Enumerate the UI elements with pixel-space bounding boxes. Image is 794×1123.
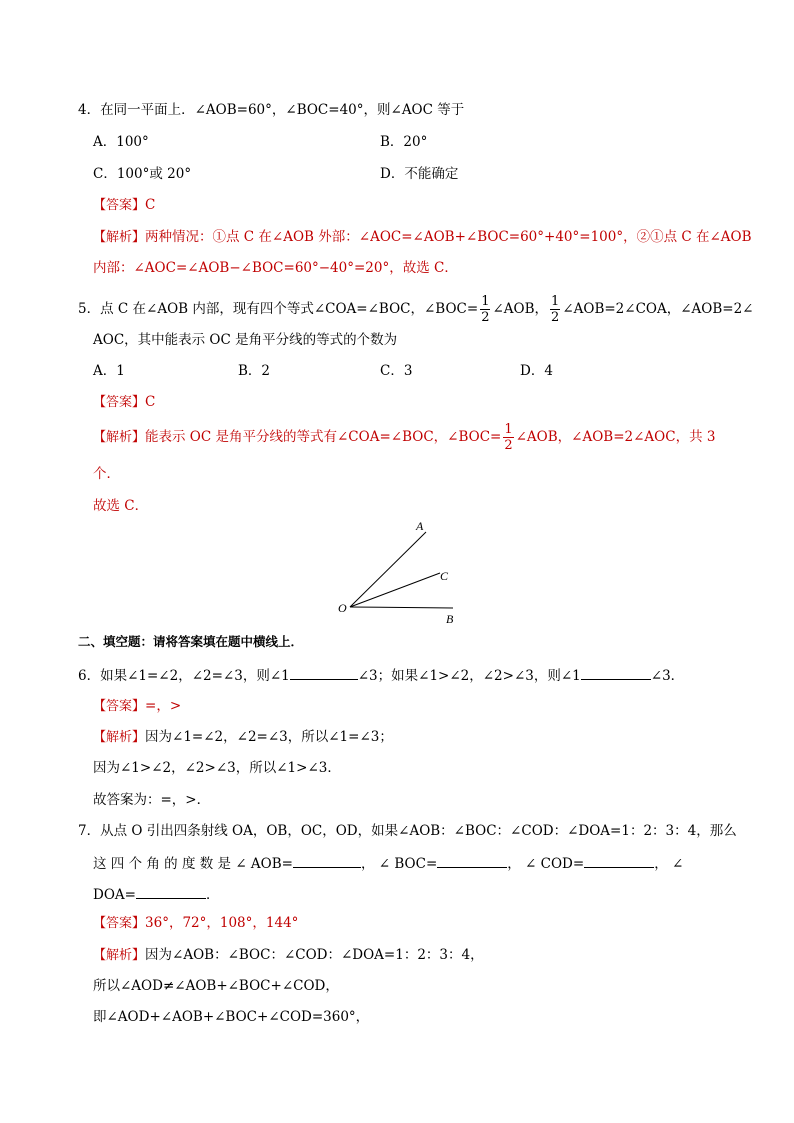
q5-answer-value: C xyxy=(145,394,156,410)
q6-number: 6． xyxy=(78,668,101,684)
q4-number: 4． xyxy=(78,102,101,118)
q5-analysis-line-3: 故选 C． xyxy=(93,498,149,514)
q6-stem-part-c: ∠3． xyxy=(650,668,685,684)
q6-analysis-line-1 xyxy=(93,728,393,747)
q7-blank-doa[interactable] xyxy=(136,884,206,899)
answer-tag: 【答案】 xyxy=(93,916,146,931)
fraction-denominator: 2 xyxy=(504,438,513,453)
q6-blank-1[interactable] xyxy=(290,665,358,680)
q4-stem-text: 在同一平面上．∠AOB=60°，∠BOC=40°，则∠AOC 等于 xyxy=(100,102,465,118)
q6-analysis-text-1: 因为∠1=∠2，∠2=∠3，所以∠1=∠3； xyxy=(145,729,393,745)
q4-analysis-line-1 xyxy=(93,228,752,247)
angle-figure xyxy=(330,515,470,630)
q5-stem-line-1 xyxy=(78,294,753,325)
q6-analysis-line-3: 故答案为：=，>． xyxy=(93,792,211,808)
q4-stem xyxy=(78,101,464,119)
q7-stem-line-1 xyxy=(78,822,737,840)
section-2-title: 二、填空题：请将答案填在题中横线上． xyxy=(78,634,304,649)
ray-ob xyxy=(350,607,453,608)
q7-stem-part-f: ． xyxy=(205,887,220,903)
q4-option-b: B．20° xyxy=(380,134,428,150)
q4-option-c: C．100°或 20° xyxy=(93,166,192,182)
answer-tag: 【答案】 xyxy=(93,198,146,213)
fraction-denominator: 2 xyxy=(481,310,490,325)
q6-stem xyxy=(78,665,684,685)
q4-analysis-line-2: 内部：∠AOC=∠AOB−∠BOC=60°−40°=20°，故选 C． xyxy=(93,260,458,276)
q7-analysis-text-1: 因为∠AOB：∠BOC：∠COD：∠DOA=1：2：3：4， xyxy=(145,947,484,963)
q7-stem-part-e: DOA= xyxy=(93,887,136,903)
q5-option-b: B．2 xyxy=(238,363,271,379)
q7-analysis-line-1 xyxy=(93,946,484,965)
q6-analysis-line-2: 因为∠1>∠2，∠2>∠3，所以∠1>∠3． xyxy=(93,760,341,776)
q4-answer-value: C xyxy=(145,197,156,213)
q7-stem-part-d: ， ∠ xyxy=(654,856,684,872)
q7-answer-value: 36°，72°，108°，144° xyxy=(145,915,299,931)
q5-stem-line-2: AOC，其中能表示 OC 是角平分线的等式的个数为 xyxy=(93,332,398,348)
q5-answer xyxy=(93,393,155,412)
q7-number: 7． xyxy=(78,823,101,839)
q7-analysis-line-2: 所以∠AOD≠∠AOB+∠BOC+∠COD， xyxy=(93,978,339,994)
q7-stem-text-1: 从点 O 引出四条射线 OA，OB，OC，OD，如果∠AOB：∠BOC：∠COD：∠DOA=1：2：3：4，那么 xyxy=(100,823,737,839)
q7-stem-part-a: 这 四 个 角 的 度 数 是 ∠ AOB= xyxy=(93,856,293,872)
analysis-tag: 【解析】 xyxy=(93,730,146,745)
q5-stem-part-a: 点 C 在∠AOB 内部，现有四个等式∠COA=∠BOC，∠BOC= xyxy=(100,301,479,317)
q6-blank-2[interactable] xyxy=(581,665,651,680)
q5-option-c: C．3 xyxy=(380,363,413,379)
label-a: A xyxy=(416,519,424,533)
q6-answer-value: =，> xyxy=(145,698,182,714)
q7-analysis-line-3: 即∠AOD+∠AOB+∠BOC+∠COD=360°， xyxy=(93,1009,370,1025)
q5-analysis-part-a: 能表示 OC 是角平分线的等式有∠COA=∠BOC，∠BOC= xyxy=(145,429,502,445)
fraction-numerator: 1 xyxy=(504,422,513,437)
q5-fraction-half-2 xyxy=(550,294,560,325)
fraction-numerator: 1 xyxy=(481,294,490,309)
answer-tag: 【答案】 xyxy=(93,699,146,714)
q7-blank-cod[interactable] xyxy=(584,853,654,868)
q5-number: 5． xyxy=(78,301,101,317)
fraction-denominator: 2 xyxy=(551,310,560,325)
q6-stem-part-a: 如果∠1=∠2，∠2=∠3，则∠1 xyxy=(100,668,290,684)
answer-tag: 【答案】 xyxy=(93,395,146,410)
q5-analysis-line-2: 个． xyxy=(93,466,120,482)
analysis-tag: 【解析】 xyxy=(93,230,146,245)
label-o: O xyxy=(338,601,347,615)
q7-stem-line-3 xyxy=(93,884,219,904)
q6-answer xyxy=(93,697,181,716)
fraction-numerator: 1 xyxy=(551,294,560,309)
analysis-tag: 【解析】 xyxy=(93,948,146,963)
q6-stem-part-b: ∠3；如果∠1>∠2，∠2>∠3，则∠1 xyxy=(357,668,581,684)
q7-answer xyxy=(93,914,298,933)
q5-stem-part-c: ∠AOB=2∠COA，∠AOB=2∠ xyxy=(562,301,754,317)
q7-stem-part-c: ， ∠ COD= xyxy=(507,856,585,872)
q4-option-a: A．100° xyxy=(93,134,149,150)
q5-stem-part-b: ∠AOB， xyxy=(492,301,549,317)
q7-stem-line-2 xyxy=(93,853,683,873)
ray-oc xyxy=(350,573,440,607)
label-c: C xyxy=(440,569,449,583)
q5-option-a: A．1 xyxy=(93,363,125,379)
q5-analysis-line-1 xyxy=(93,422,715,453)
label-b: B xyxy=(446,612,454,626)
analysis-tag: 【解析】 xyxy=(93,430,146,445)
q4-analysis-text-1: 两种情况：①点 C 在∠AOB 外部：∠AOC=∠AOB+∠BOC=60°+40°=100°，②①点 C 在∠AOB xyxy=(145,229,752,245)
q4-answer xyxy=(93,196,155,215)
q5-fraction-half xyxy=(480,294,490,325)
q7-blank-boc[interactable] xyxy=(437,853,507,868)
q7-blank-aob[interactable] xyxy=(293,853,361,868)
ray-oa xyxy=(350,532,426,607)
q7-stem-part-b: ， ∠ BOC= xyxy=(360,856,438,872)
q4-option-d: D．不能确定 xyxy=(380,166,459,182)
q5-option-d: D．4 xyxy=(520,363,553,379)
q5-analysis-part-b: ∠AOB，∠AOB=2∠AOC，共 3 xyxy=(515,429,716,445)
q5-analysis-fraction xyxy=(503,422,513,453)
